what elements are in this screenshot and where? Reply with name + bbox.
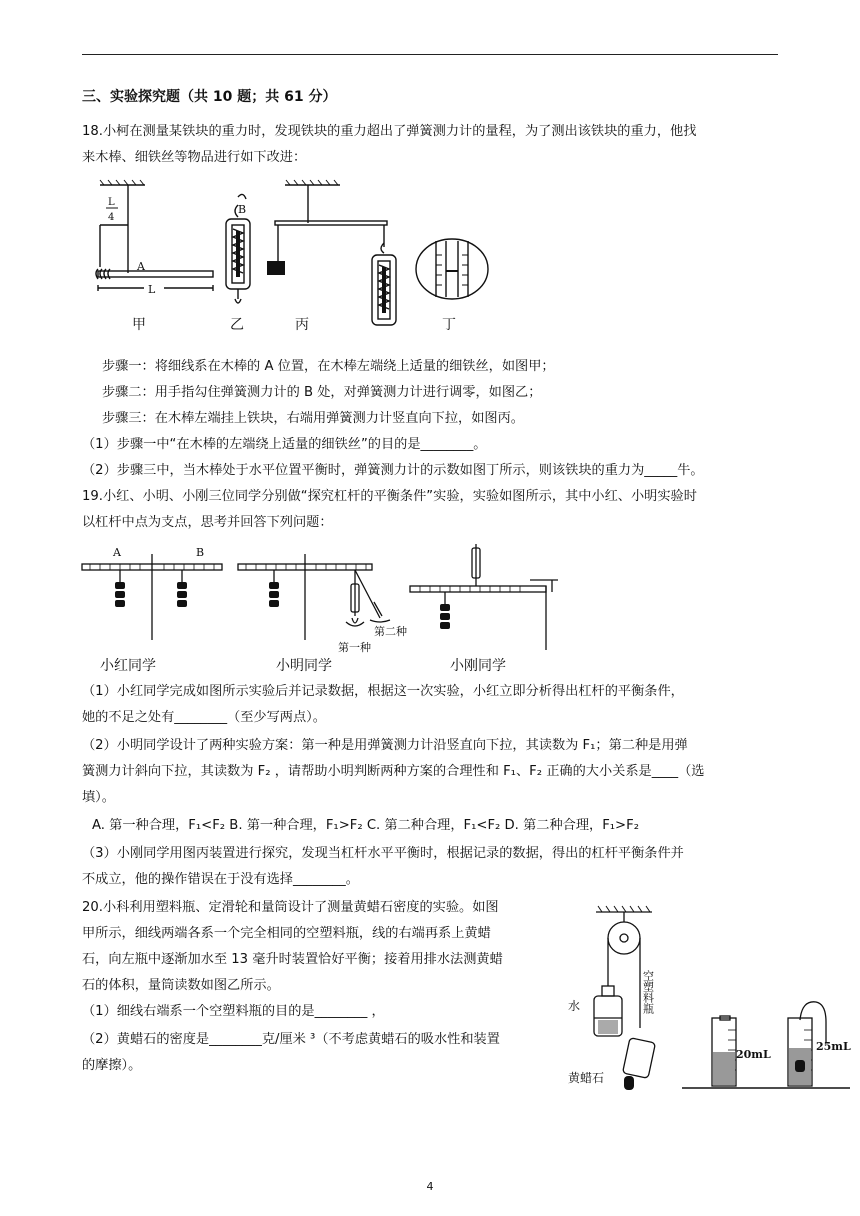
label-stone: 黄蜡石 <box>568 1071 605 1085</box>
q18-sub2: （2）步骤三中，当木棒处于水平位置平衡时，弹簧测力计的示数如图丁所示，则该铁块的重力为_____牛。 <box>82 463 704 478</box>
header-rule <box>82 54 778 55</box>
label-bing: 丙 <box>295 317 309 333</box>
label-yi: 乙 <box>230 317 244 333</box>
q20-line1: 20.小科利用塑料瓶、定滑轮和量筒设计了测量黄蜡石密度的实验。如图 <box>82 900 499 915</box>
section-title: 三、实验探究题（共 10 题；共 61 分） <box>82 89 337 105</box>
label-water: 水 <box>568 999 581 1013</box>
q19-sub3-line2: 不成立，他的操作错误在于没有选择________。 <box>82 872 359 887</box>
label-second: 第二种 <box>374 625 407 638</box>
q20-line3: 石，向左瓶中逐渐加水至 13 毫升时装置恰好平衡；接着用排水法测黄蜡 <box>82 952 503 967</box>
q19-intro-line2: 以杠杆中点为支点，思考并回答下列问题： <box>82 515 333 530</box>
label-xiaoming: 小明同学 <box>276 658 332 674</box>
q20-line2: 甲所示，细线两端各系一个完全相同的空塑料瓶，线的右端再系上黄蜡 <box>82 926 491 941</box>
q18-step1: 步骤一：将细线系在木棒的 A 位置，在木棒左端绕上适量的细铁丝，如图甲； <box>102 359 555 374</box>
q19-figure <box>80 540 560 680</box>
label-a: A <box>137 260 145 273</box>
page-number: 4 <box>426 1180 434 1193</box>
q19-options: A. 第一种合理，F₁<F₂ B. 第一种合理，F₁>F₂ C. 第二种合理，F₁<F₂ D. 第二种合理，F₁>F₂ <box>92 818 639 833</box>
q18-intro-line2: 来木棒、细铁丝等物品进行如下改进： <box>82 150 307 165</box>
label-b: B <box>238 203 247 216</box>
q20-sub2-line1: （2）黄蜡石的密度是________克/厘米 ³（不考虑黄蜡石的吸水性和装置 <box>82 1032 500 1047</box>
q19-sub1-line1: （1）小红同学完成如图所示实验后并记录数据，根据这一次实验，小红立即分析得出杠杆的平衡条件， <box>82 684 684 699</box>
q18-intro-line1: 18.小柯在测量某铁块的重力时，发现铁块的重力超出了弹簧测力计的量程，为了测出该铁块的重力，他找 <box>82 124 697 139</box>
q19-sub3-line1: （3）小刚同学用图丙装置进行探究，发现当杠杆水平平衡时，根据记录的数据，得出的杠杆平衡条件并 <box>82 846 684 861</box>
q19-sub1-line2: 她的不足之处有________（至少写两点）。 <box>82 710 326 725</box>
q20-sub2-line2: 的摩擦）。 <box>82 1058 142 1073</box>
label-20ml: 20mL <box>736 1048 771 1061</box>
label-l: L <box>148 283 156 296</box>
q18-step2: 步骤二：用手指勾住弹簧测力计的 B 处，对弹簧测力计进行调零，如图乙； <box>102 385 542 400</box>
label-a: A <box>113 546 121 559</box>
label-first: 第一种 <box>338 641 371 654</box>
q20-sub1: （1）细线右端系一个空塑料瓶的目的是________ ， <box>82 1004 385 1019</box>
label-ding: 丁 <box>442 317 456 333</box>
label-xiaogang: 小刚同学 <box>450 658 506 674</box>
q18-figure <box>90 175 510 340</box>
label-bottle: 空塑料瓶 <box>641 970 655 1014</box>
q19-intro-line1: 19.小红、小明、小刚三位同学分别做“探究杠杆的平衡条件”实验，实验如图所示，其中小红、小明实验时 <box>82 489 697 504</box>
label-jia: 甲 <box>132 317 146 333</box>
q18-step3: 步骤三：在木棒左端挂上铁块，右端用弹簧测力计竖直向下拉，如图丙。 <box>102 411 524 426</box>
label-25ml: 25mL <box>816 1040 851 1053</box>
label-l4-num: L <box>108 197 115 208</box>
q20-figure <box>564 900 854 1095</box>
label-xiaohong: 小红同学 <box>100 658 156 674</box>
q19-sub2-line2: 簧测力计斜向下拉，其读数为 F₂ ，请帮助小明判断两种方案的合理性和 F₁、F₂ 正确的大小关系是____（选 <box>82 764 705 779</box>
q19-sub2-line3: 填）。 <box>82 790 115 805</box>
q18-sub1: （1）步骤一中“在木棒的左端绕上适量的细铁丝”的目的是________。 <box>82 437 487 452</box>
label-l4-den: 4 <box>108 212 115 223</box>
q19-sub2-line1: （2）小明同学设计了两种实验方案：第一种是用弹簧测力计沿竖直向下拉，其读数为 F₁；第二种是用弹 <box>82 738 688 753</box>
label-b: B <box>196 546 205 559</box>
q20-line4: 石的体积，量筒读数如图乙所示。 <box>82 978 280 993</box>
